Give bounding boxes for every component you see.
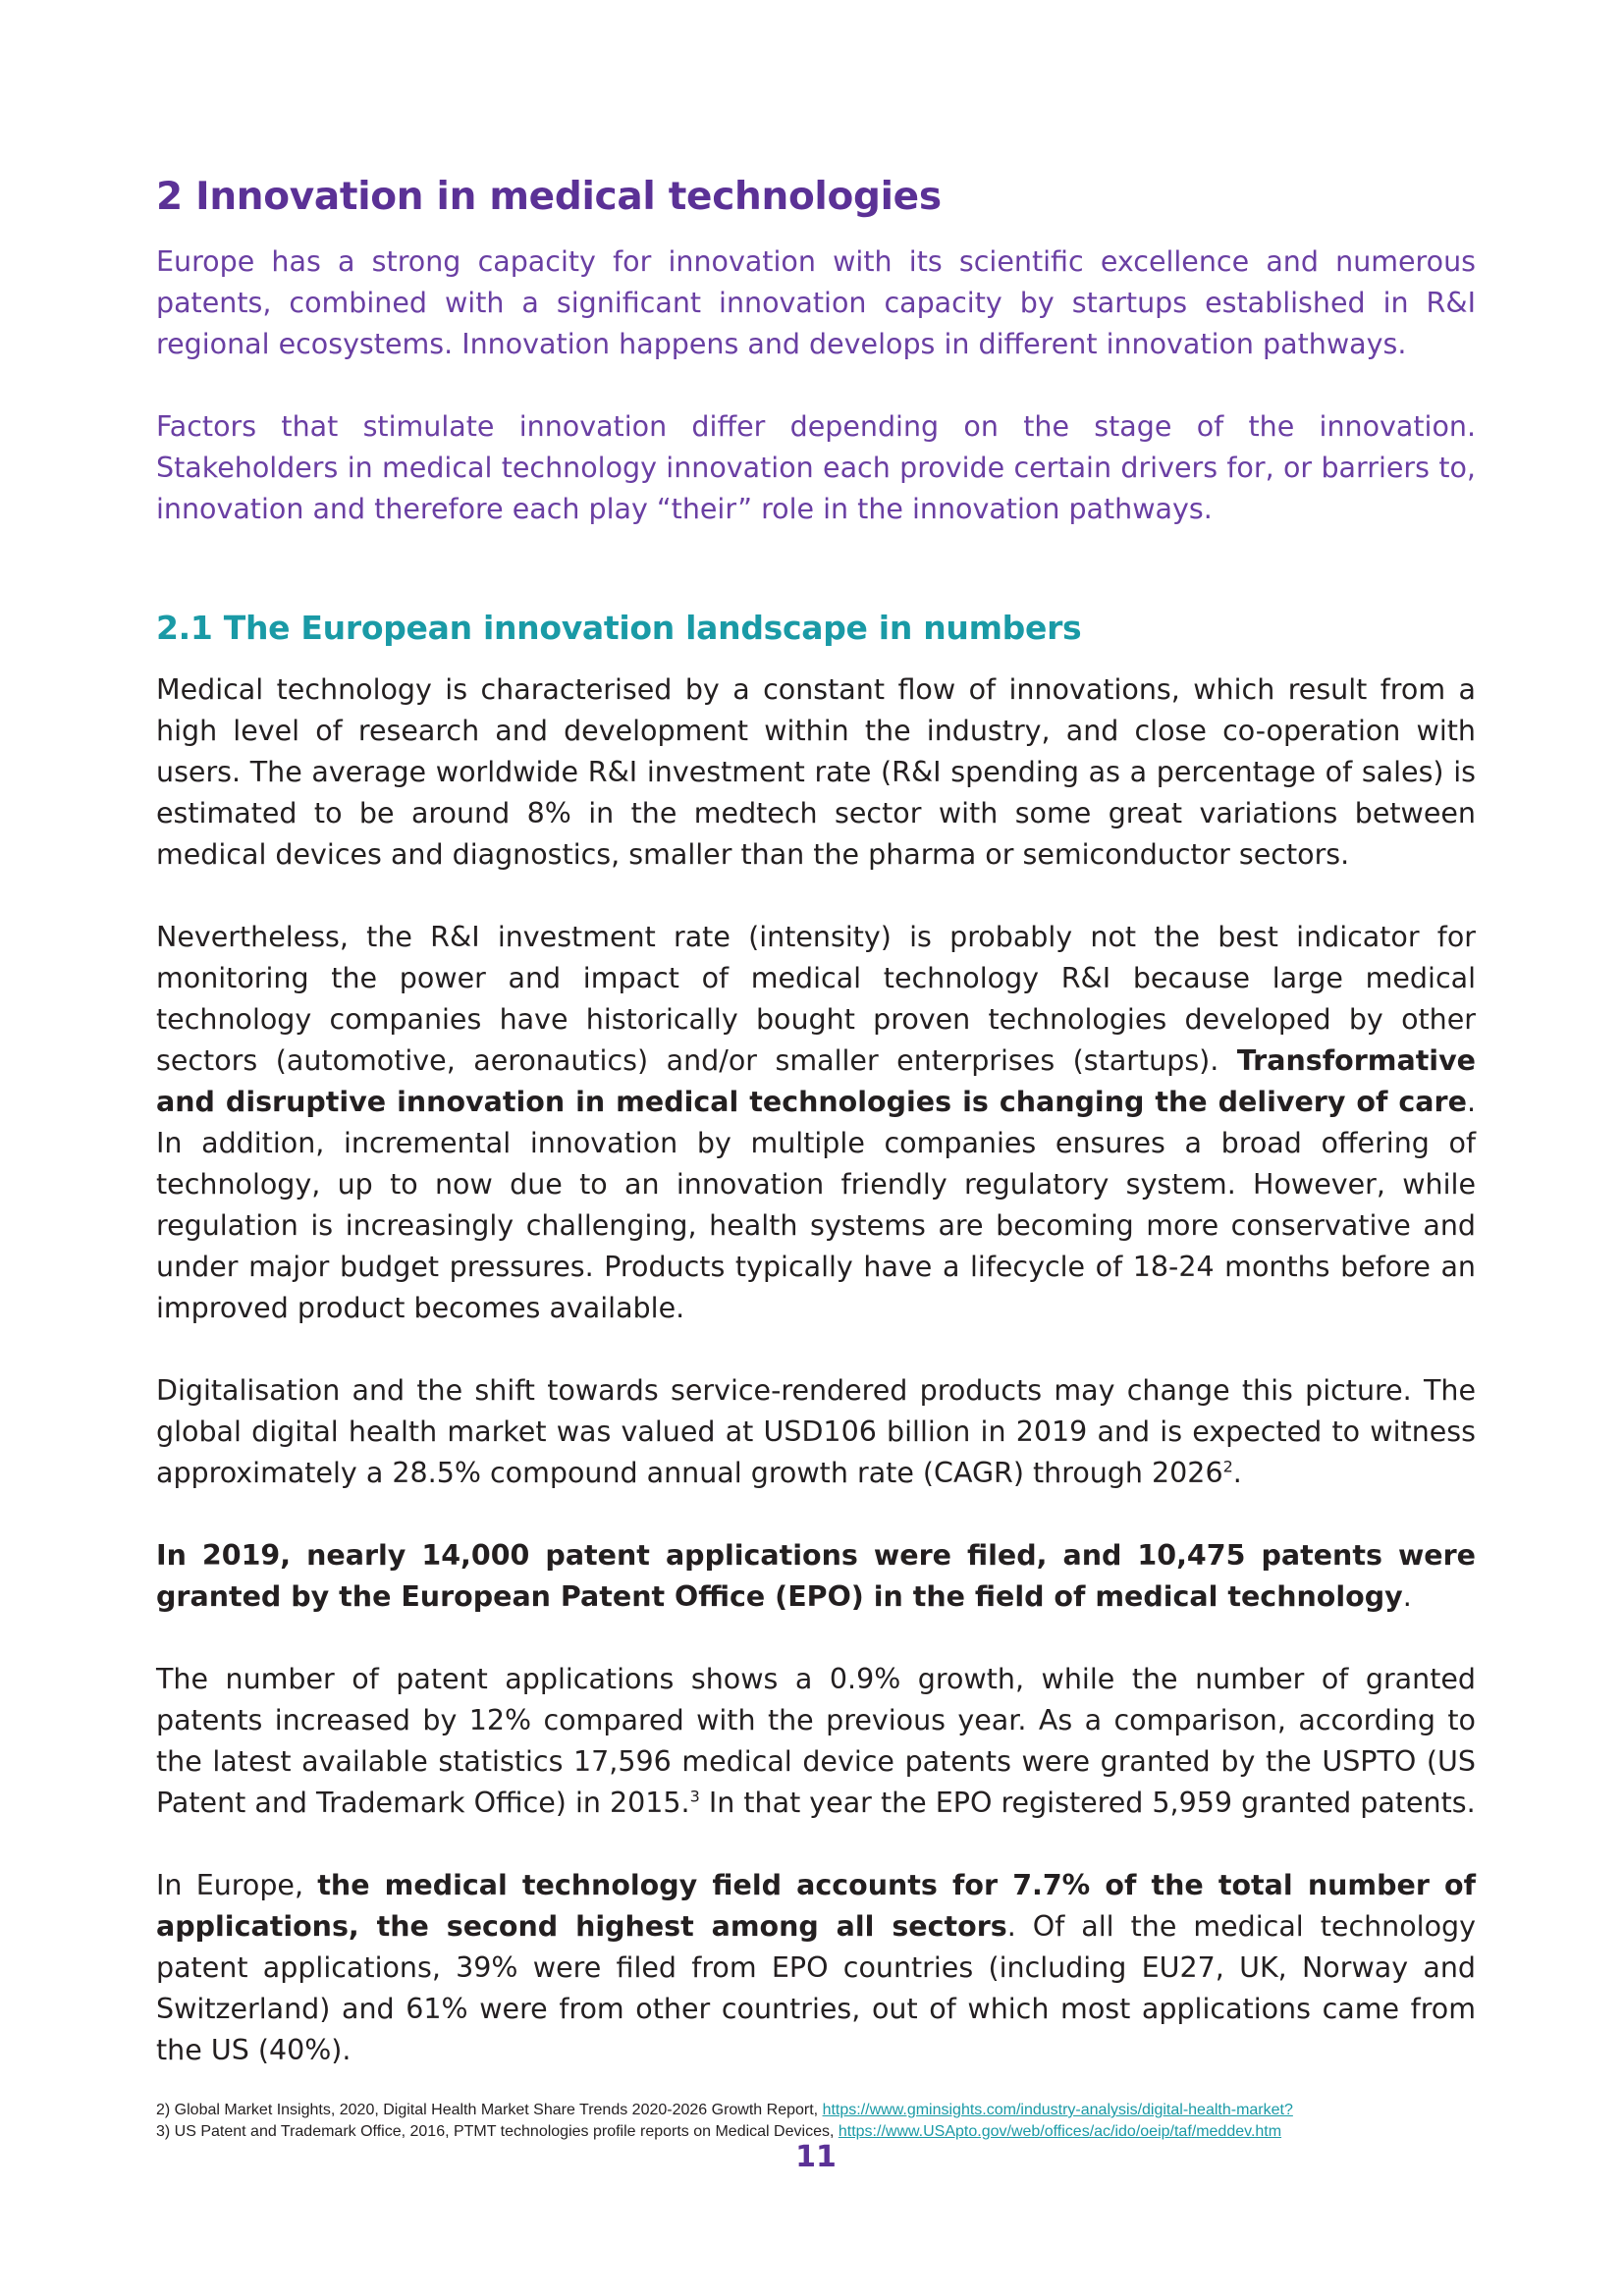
body-paragraph-3 [156, 1370, 1476, 1494]
paragraph-text: . In addition, incremental innovation by multiple companies ensures a broad offering of technology, up to now due to an innovation friendly regulatory system. However, while regulation is increasingly challenging, health systems are becoming more conservative and under major budget pressures. Products typically have a lifecycle of 18-24 months before an improved product becomes available. [156, 1086, 1476, 1324]
subsection-title: 2.1 The European innovation landscape in numbers [156, 609, 1082, 647]
footnote-link[interactable]: https://www.USApto.gov/web/offices/ac/ido/oeip/taf/meddev.htm [838, 2123, 1282, 2140]
body-paragraph-1: Medical technology is characterised by a constant flow of innovations, which result from a high level of research and development within the industry, and close co-operation with users. The average worldwide R&I investment rate (R&I spending as a percentage of sales) is estimated to be around 8% in the medtech sector with some great variations between medical devices and diagnostics, smaller than the pharma or semiconductor sectors. [156, 673, 1476, 871]
paragraph-text: The number of patent applications shows a 0.9% growth, while the number of granted patents increased by 12% compared with the previous year. As a comparison, according to the latest available statistics 17,596 medical device patents were granted by the USPTO (US Patent and Trademark Office) in 2015. [156, 1663, 1476, 1819]
footnote-ref-3[interactable]: 3 [689, 1787, 700, 1806]
section-title: 2 Innovation in medical technologies [156, 175, 942, 219]
footnote-link[interactable]: https://www.gminsights.com/industry-analysis/digital-health-market? [822, 2102, 1293, 2118]
paragraph-text: Digitalisation and the shift towards service-rendered products may change this picture. The global digital health market was valued at USD106 billion in 2019 and is expected to witness approximately a 28.5% compound annual growth rate (CAGR) through 2026 [156, 1374, 1476, 1489]
subsection-body [156, 669, 1476, 2112]
paragraph-text: In Europe, [156, 1869, 318, 1901]
body-paragraph-6 [156, 1865, 1476, 2071]
body-paragraph-5 [156, 1659, 1476, 1824]
paragraph-text: . [1402, 1580, 1412, 1613]
paragraph-text: Nevertheless, the R&I investment rate (intensity) is probably not the best indicator for monitoring the power and impact of medical technology R&I because large medical technology companies have historically bought proven technologies developed by other sectors (automotive, aeronautics) and/or smaller enterprises (startups). [156, 921, 1476, 1077]
footnote-text: 3) US Patent and Trademark Office, 2016, PTMT technologies profile reports on Medical Devices, [156, 2123, 839, 2140]
page-number: 11 [795, 2140, 837, 2174]
paragraph-text: In that year the EPO registered 5,959 granted patents. [699, 1787, 1476, 1819]
bold-highlight: the medical technology field accounts for 7.7% of the total number of applications, the second highest among all sectors [156, 1869, 1476, 1943]
paragraph-text: . [1232, 1457, 1242, 1489]
footnotes [156, 2100, 1531, 2143]
footnote-2 [156, 2100, 1531, 2121]
body-paragraph-4 [156, 1535, 1476, 1618]
bold-highlight: In 2019, nearly 14,000 patent applications were filed, and 10,475 patents were granted by the European Patent Office (EPO) in the field of medical technology [156, 1539, 1476, 1613]
paragraph-text: . Of all the medical technology patent applications, 39% were filed from EPO countries (including EU27, UK, Norway and Switzerland) and 61% were from other countries, out of which most applications came from the US (40%). [156, 1910, 1476, 2066]
footnote-ref-2[interactable]: 2 [1222, 1457, 1233, 1476]
section-intro [156, 241, 1476, 571]
bold-highlight: Transformative and disruptive innovation in medical technologies is changing the delivery of care [156, 1044, 1476, 1118]
body-paragraph-2 [156, 917, 1476, 1329]
intro-paragraph-2: Factors that stimulate innovation differ depending on the stage of the innovation. Stakeholders in medical technology innovation each provide certain drivers for, or barriers to, innovation and therefore each play “their” role in the innovation pathways. [156, 410, 1476, 525]
intro-paragraph-1: Europe has a strong capacity for innovation with its scientific excellence and numerous patents, combined with a significant innovation capacity by startups established in R&I regional ecosystems. Innovation happens and develops in different innovation pathways. [156, 245, 1476, 360]
footnote-text: 2) Global Market Insights, 2020, Digital Health Market Share Trends 2020-2026 Growth Report, [156, 2102, 823, 2118]
